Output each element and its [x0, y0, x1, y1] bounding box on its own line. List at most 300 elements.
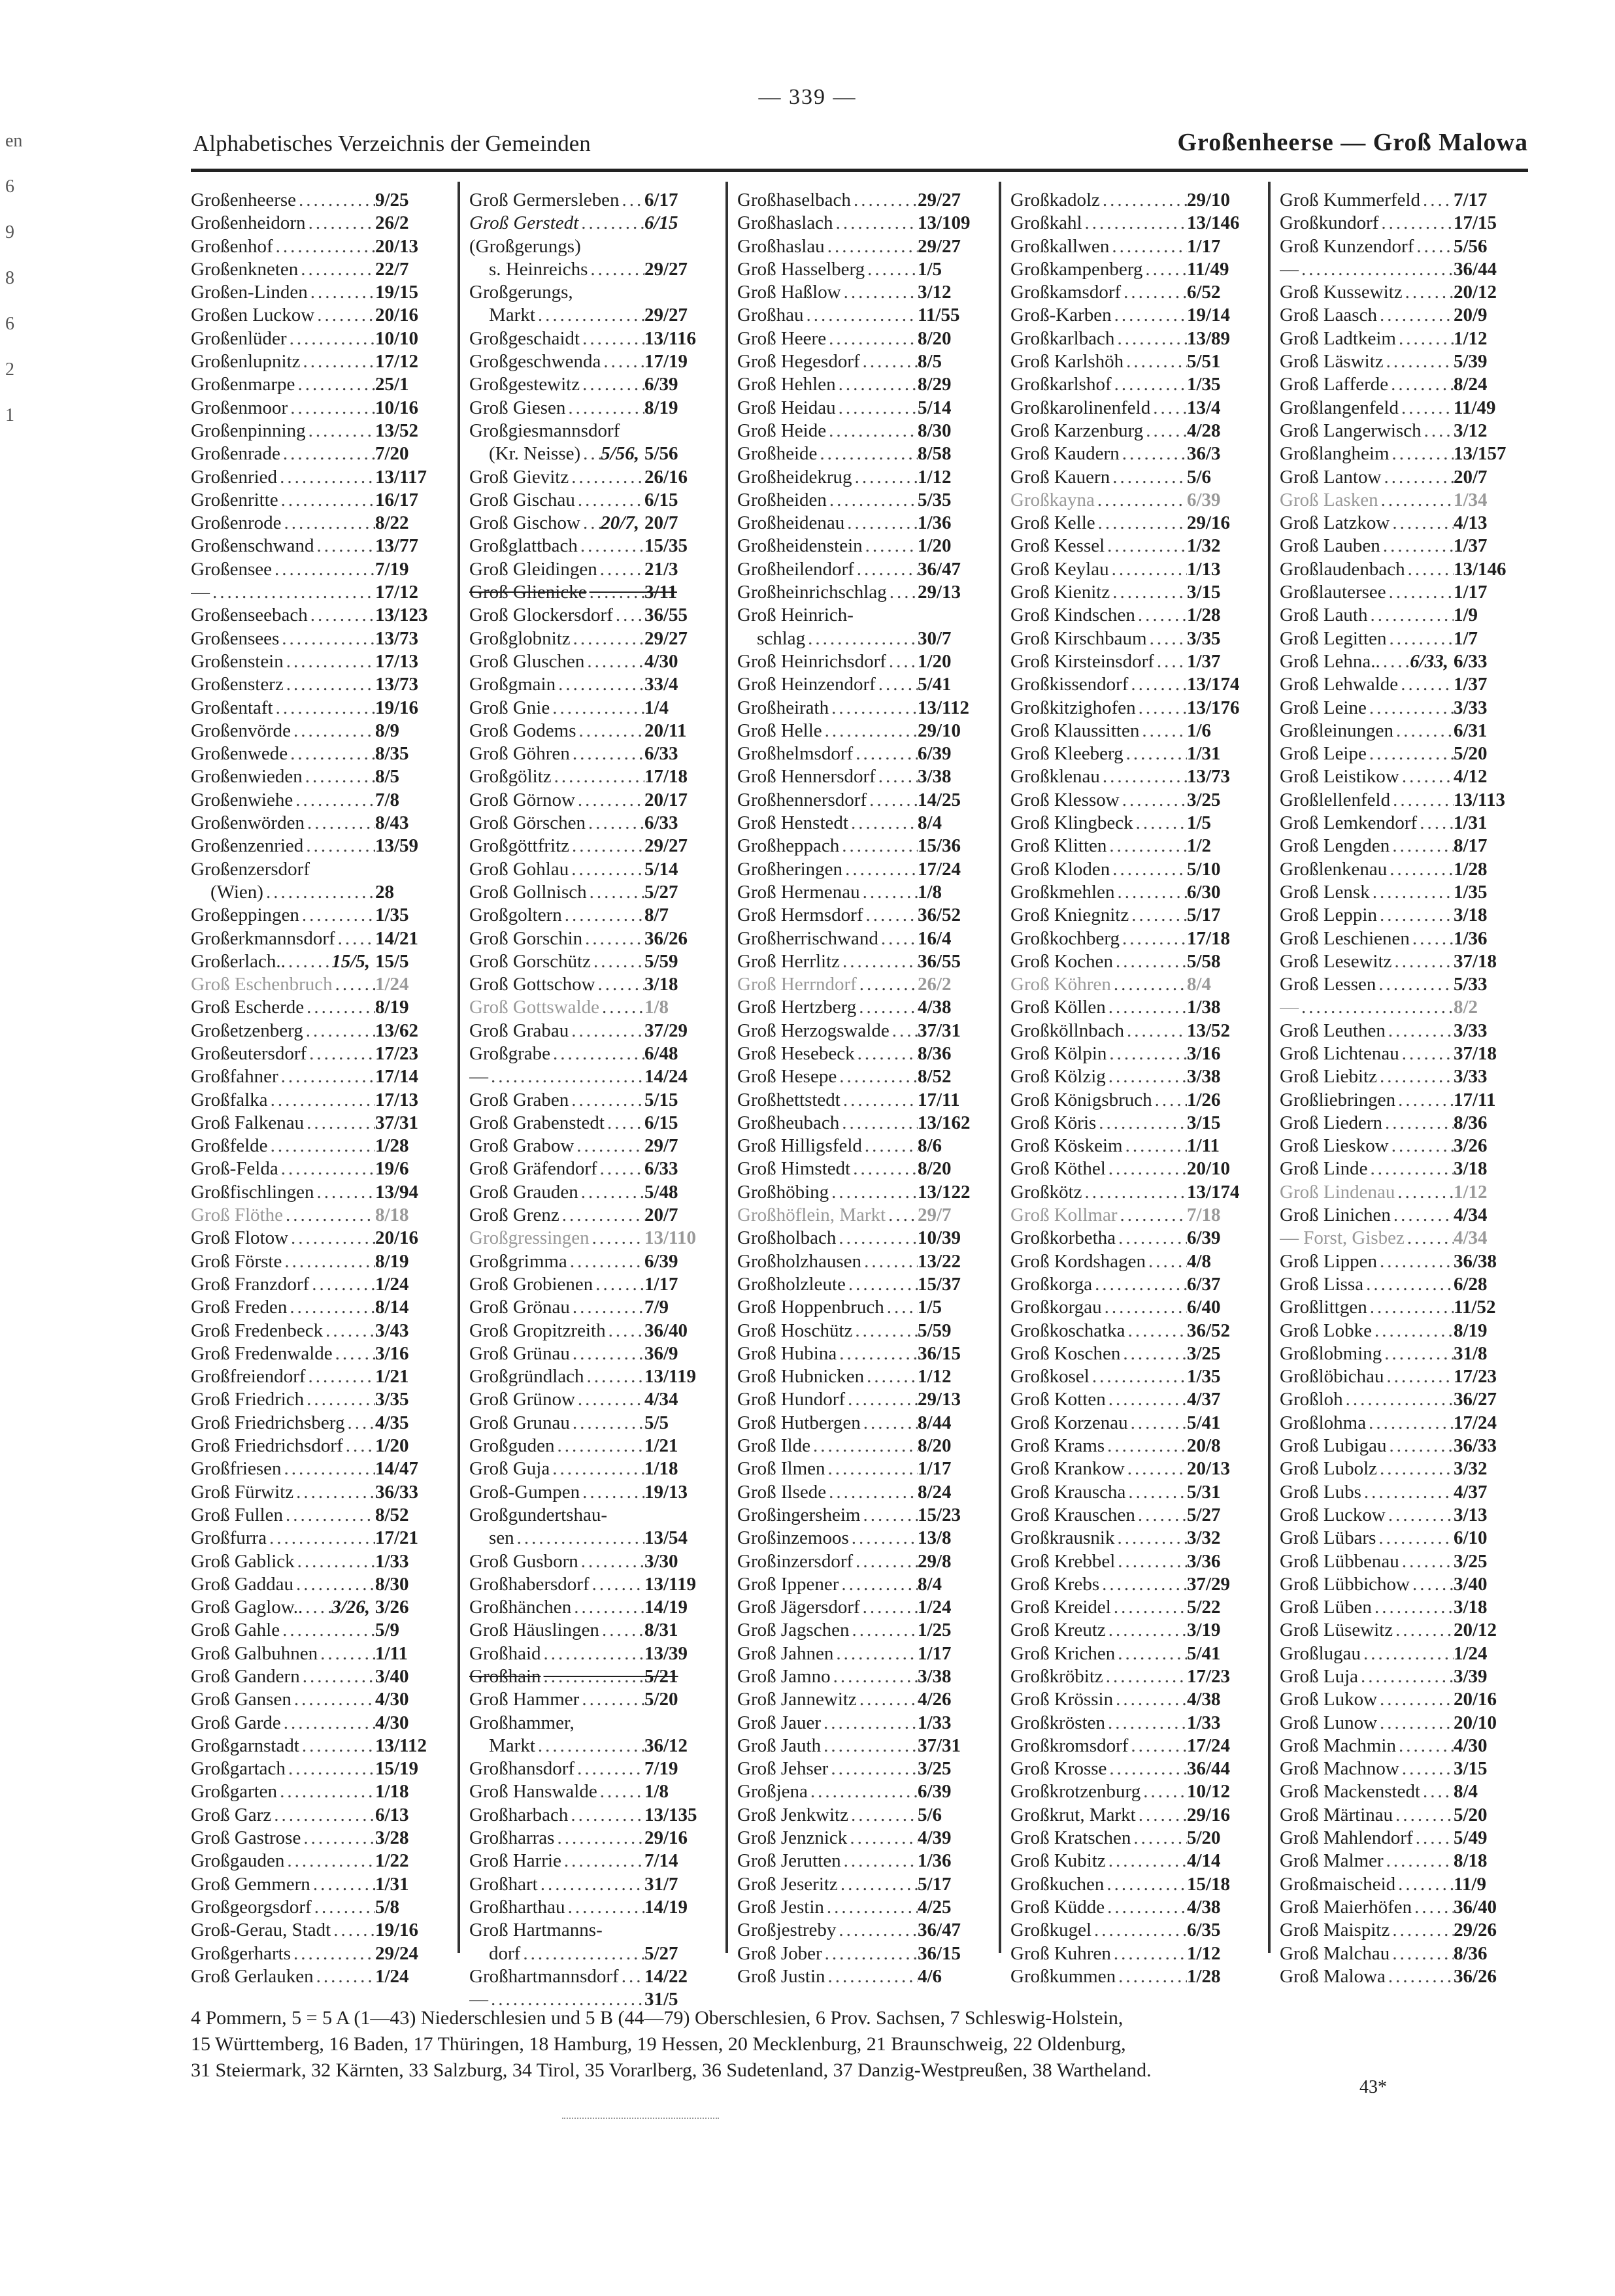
map-reference: 1/20	[918, 650, 952, 672]
index-entry	[1280, 236, 1527, 259]
dot-leader	[1082, 1182, 1187, 1203]
dot-leader	[1118, 1205, 1188, 1226]
dot-leader	[1107, 1043, 1187, 1065]
index-entry	[1010, 1781, 1260, 1804]
dot-leader	[333, 1343, 375, 1365]
map-reference: 13/119	[644, 1573, 696, 1595]
map-reference: 5/49	[1454, 1827, 1488, 1849]
map-reference: 8/5	[918, 351, 942, 373]
map-reference: 19/13	[644, 1481, 688, 1503]
dot-leader	[293, 790, 375, 811]
place-name: Großingersheim	[737, 1504, 861, 1525]
index-entry	[1280, 305, 1527, 327]
index-entry	[1280, 1227, 1527, 1250]
map-reference: 29/26	[1454, 1920, 1497, 1941]
index-entry	[1280, 928, 1527, 951]
dot-leader	[856, 997, 918, 1018]
index-entry	[1010, 490, 1260, 512]
index-entry	[737, 582, 991, 605]
map-reference: 8/36	[918, 1042, 952, 1064]
place-name: Groß Lüben	[1280, 1597, 1372, 1618]
place-name: Großheidenau	[737, 512, 845, 534]
dot-leader	[1393, 1620, 1454, 1641]
place-name: Groß Königsbruch	[1010, 1089, 1152, 1110]
dot-leader	[570, 1297, 644, 1318]
place-name: Groß Kunzendorf	[1280, 235, 1414, 257]
header-rule	[191, 169, 1528, 172]
map-reference: 29/10	[918, 720, 961, 741]
dot-leader	[1125, 1320, 1187, 1342]
place-name: Großenvörde	[191, 720, 291, 741]
map-reference: 3/35	[375, 1389, 409, 1410]
alternate-reference: 20/7,	[601, 512, 639, 534]
place-name: Groß Hundorf	[737, 1389, 846, 1410]
dot-leader	[837, 1343, 918, 1365]
index-entry	[469, 1827, 718, 1850]
place-name: Groß Kirsteinsdorf	[1010, 650, 1154, 672]
place-name: Großlellenfeld	[1280, 789, 1391, 810]
map-reference: 3/18	[1454, 1597, 1488, 1618]
dot-leader	[1386, 1020, 1454, 1042]
dot-leader	[1395, 1090, 1454, 1111]
dot-leader	[314, 1182, 375, 1203]
dot-leader	[619, 1966, 644, 1988]
dot-leader	[1363, 1274, 1454, 1295]
dot-leader	[1121, 282, 1187, 303]
index-entry	[191, 1366, 448, 1389]
index-entry	[737, 1435, 991, 1458]
index-entry	[191, 236, 448, 259]
index-entry	[469, 1805, 718, 1827]
map-reference: 13/109	[918, 212, 971, 234]
map-reference: 8/36	[1454, 1112, 1488, 1133]
place-name: Groß Gahle	[191, 1620, 280, 1641]
place-name: Großenried	[191, 466, 278, 488]
index-entry	[1280, 1666, 1527, 1689]
dot-leader	[1113, 951, 1187, 973]
place-name: Groß Gerstedt	[469, 212, 579, 234]
index-entry	[191, 1850, 448, 1873]
dot-leader	[1120, 443, 1187, 465]
map-reference: 1/8	[918, 881, 942, 903]
index-entry	[1010, 1182, 1260, 1205]
dot-leader	[839, 835, 918, 857]
place-name: Großkummen	[1010, 1965, 1116, 1987]
place-name: Groß Gemmern	[191, 1873, 310, 1895]
dot-leader	[210, 582, 375, 603]
map-reference: 5/17	[918, 1873, 952, 1895]
index-entry	[469, 259, 718, 282]
map-reference: 7/19	[644, 1758, 678, 1780]
map-reference: 8/19	[375, 997, 409, 1018]
dot-leader	[535, 305, 644, 326]
index-entry	[737, 1805, 991, 1827]
index-entry	[1280, 882, 1527, 905]
index-entry	[1280, 1874, 1527, 1897]
place-name: Groß Latzkow	[1280, 512, 1390, 534]
place-name: Groß Krauschen	[1010, 1504, 1135, 1525]
index-entry	[469, 605, 718, 627]
dot-leader	[1391, 1205, 1454, 1226]
index-entry	[469, 1343, 718, 1366]
index-entry	[737, 1389, 991, 1412]
index-entry	[1280, 1043, 1527, 1066]
index-entry	[1280, 1389, 1527, 1412]
map-reference: 6/13	[375, 1804, 409, 1825]
map-reference: 5/41	[918, 674, 952, 695]
map-reference: 4/14	[1187, 1850, 1221, 1872]
index-entry	[469, 1781, 718, 1804]
map-reference: 5/14	[644, 858, 678, 880]
place-name: Groß Grönau	[469, 1297, 570, 1318]
map-reference: 3/32	[1187, 1527, 1221, 1549]
dot-leader	[514, 1527, 644, 1549]
map-reference: 8/5	[375, 766, 400, 788]
place-name: Groß Malmer	[1280, 1850, 1384, 1872]
dot-leader	[1116, 1966, 1187, 1988]
map-reference: 1/35	[1454, 881, 1488, 903]
index-entry	[1280, 1805, 1527, 1827]
index-entry	[737, 282, 991, 305]
index-entry	[1280, 951, 1527, 974]
dot-leader	[1120, 790, 1187, 811]
index-entry	[1280, 535, 1527, 558]
map-reference: 1/5	[1187, 812, 1212, 834]
place-name: Großheringen	[737, 858, 843, 880]
place-name: Markt	[489, 1735, 535, 1756]
map-reference: 15/35	[644, 535, 688, 557]
index-entry	[191, 1320, 448, 1343]
index-entry	[1280, 1712, 1527, 1735]
dot-leader	[837, 1066, 918, 1088]
index-entry	[737, 1412, 991, 1435]
index-entry	[191, 282, 448, 305]
map-reference: 19/6	[375, 1158, 409, 1180]
map-reference: 20/8	[1187, 1435, 1221, 1457]
dot-leader	[1405, 1227, 1454, 1249]
place-name: Groß Hertzberg	[737, 997, 857, 1018]
index-entry	[1280, 1597, 1527, 1620]
place-name: Groß Friedrichsberg	[191, 1412, 345, 1433]
map-reference: 1/35	[375, 905, 409, 926]
dot-leader	[1131, 1827, 1187, 1849]
place-name: Groß Lauben	[1280, 535, 1380, 557]
footer-line: 15 Württemberg, 16 Baden, 17 Thüringen, 18 Hamburg, 19 Hessen, 20 Mecklenburg, 21 Braunschweig, 22 Oldenburg,	[191, 2033, 1126, 2055]
place-name: Groß Machnow	[1280, 1758, 1399, 1780]
map-reference: 17/24	[1454, 1412, 1497, 1433]
index-entry	[191, 1897, 448, 1920]
place-name: Groß Hasselberg	[737, 258, 865, 280]
place-name: Großkorgau	[1010, 1297, 1102, 1318]
map-reference: 5/27	[644, 1942, 678, 1964]
index-entry	[737, 1966, 991, 1989]
dot-leader	[554, 1827, 644, 1849]
place-name: Großhaselbach	[737, 190, 851, 210]
index-entry	[1010, 1320, 1260, 1343]
dot-leader	[575, 790, 644, 811]
map-reference: 6/52	[1187, 282, 1221, 303]
index-entry	[737, 1482, 991, 1505]
index-entry	[469, 882, 718, 905]
map-reference: 6/15	[644, 1112, 678, 1133]
dot-leader	[582, 928, 644, 950]
index-entry	[469, 420, 718, 443]
place-name: Großenmoor	[191, 397, 288, 418]
dot-leader	[1133, 812, 1187, 834]
map-reference: 3/25	[1187, 1342, 1221, 1364]
place-name: Groß Klingbeck	[1010, 812, 1133, 834]
index-entry	[1280, 743, 1527, 766]
index-entry	[469, 582, 718, 605]
index-entry	[191, 1689, 448, 1712]
map-reference: 4/34	[1454, 1205, 1488, 1226]
place-name: Groß Kummerfeld	[1280, 190, 1421, 210]
place-name: Groß-Gumpen	[469, 1481, 580, 1503]
index-entry	[191, 1758, 448, 1781]
place-name: Groß Gluschen	[469, 650, 585, 672]
map-reference: 1/24	[918, 1597, 952, 1618]
place-name: Groß Lichtenau	[1280, 1042, 1399, 1064]
map-reference: 29/8	[918, 1550, 952, 1572]
running-header-right: Großenheerse — Groß Malowa	[1177, 129, 1528, 156]
map-reference: 15/19	[375, 1758, 419, 1780]
place-name: Groß Kessel	[1010, 535, 1105, 557]
place-name: Großhammer,	[469, 1712, 574, 1733]
map-reference: 13/89	[1187, 327, 1231, 349]
dot-leader	[280, 1620, 375, 1641]
place-name: Groß Eschenbruch	[191, 974, 333, 995]
map-reference: 8/4	[918, 1573, 942, 1595]
footer-line: 31 Steiermark, 32 Kärnten, 33 Salzburg, 34 Tirol, 35 Vorarlberg, 36 Sudetenland, 37 Danzig-Westpreußen, 38 Wartheland.	[191, 2059, 1152, 2081]
place-name: Groß Jenznick	[737, 1827, 848, 1849]
place-name: Groß Langerwisch	[1280, 420, 1422, 441]
place-name: Groß Jestin	[737, 1896, 824, 1918]
dot-leader	[863, 905, 918, 926]
place-name: Großlangheim	[1280, 443, 1390, 465]
index-entry	[737, 882, 991, 905]
map-reference: 13/176	[1187, 697, 1240, 718]
dot-leader	[569, 1020, 644, 1042]
map-reference: 20/12	[1454, 1620, 1497, 1641]
place-name: Groß Heinrich-	[737, 605, 854, 626]
dot-leader	[574, 1758, 644, 1780]
map-reference: 5/17	[1187, 905, 1221, 926]
place-name: Groß Lukow	[1280, 1689, 1378, 1710]
map-reference: 3/40	[375, 1666, 409, 1687]
dot-leader	[578, 1182, 644, 1203]
map-reference: 31/5	[644, 1989, 678, 2010]
place-name: Großenpinning	[191, 420, 306, 441]
dot-leader	[1377, 905, 1454, 926]
dot-leader	[1110, 859, 1187, 880]
map-reference: 1/5	[918, 1297, 942, 1318]
dot-leader	[878, 928, 918, 950]
map-reference: 1/33	[1187, 1712, 1221, 1733]
map-reference: 5/56	[1454, 235, 1488, 257]
place-name: Groß Leipe	[1280, 743, 1367, 765]
map-reference: 5/20	[1454, 743, 1488, 765]
index-entry	[469, 1205, 718, 1227]
map-reference: 13/52	[1187, 1020, 1231, 1041]
place-name: Großlugau	[1280, 1642, 1361, 1664]
map-reference: 17/13	[375, 650, 419, 672]
index-entry	[469, 351, 718, 374]
dot-leader	[335, 928, 375, 950]
dot-leader	[1107, 1758, 1187, 1780]
place-name: Groß Jamno	[737, 1666, 831, 1687]
place-name: Groß Grabau	[469, 1020, 569, 1041]
place-name: Großenrade	[191, 443, 280, 465]
dot-leader	[829, 697, 918, 719]
dot-leader	[1109, 236, 1187, 258]
dot-leader	[580, 443, 601, 465]
index-entry	[191, 905, 448, 927]
dot-leader	[838, 1874, 918, 1895]
place-name: Groß Köthel	[1010, 1158, 1106, 1180]
map-reference: 13/110	[644, 1227, 696, 1249]
place-name: Großkochberg	[1010, 927, 1120, 949]
map-reference: 8/22	[375, 512, 409, 534]
place-name: Groß Hoschütz	[737, 1320, 853, 1341]
dot-leader	[833, 212, 918, 234]
dot-leader	[1384, 1850, 1454, 1872]
dot-leader	[1115, 1643, 1187, 1665]
map-reference: 17/24	[1187, 1735, 1231, 1756]
index-entry	[737, 236, 991, 259]
dot-leader	[1120, 1343, 1187, 1365]
index-entry	[469, 512, 718, 535]
map-reference: 29/10	[1187, 190, 1231, 210]
index-entry	[737, 790, 991, 812]
place-name: Groß Karzenburg	[1010, 420, 1144, 441]
gazetteer-columns	[191, 182, 1531, 2010]
place-name: Großkoschatka	[1010, 1320, 1125, 1341]
map-reference: 1/28	[375, 1135, 409, 1157]
map-reference: 1/13	[1187, 558, 1221, 580]
index-entry	[469, 835, 718, 858]
index-entry	[469, 1020, 718, 1043]
map-reference: 1/36	[918, 512, 952, 534]
dot-leader	[828, 1758, 918, 1780]
index-entry	[1010, 1066, 1260, 1089]
index-entry	[737, 1182, 991, 1205]
dot-leader	[1106, 1850, 1187, 1872]
map-reference: 13/54	[644, 1527, 688, 1549]
place-name: Großlaudenbach	[1280, 558, 1405, 580]
place-name: Groß Germersleben	[469, 190, 620, 210]
index-entry	[1010, 1758, 1260, 1781]
map-reference: 4/38	[1187, 1689, 1221, 1710]
index-entry	[737, 766, 991, 789]
map-reference: 1/26	[1187, 1089, 1221, 1110]
map-reference: 31/8	[1454, 1342, 1488, 1364]
dot-leader	[1125, 1458, 1187, 1480]
index-entry	[191, 1112, 448, 1135]
index-entry	[737, 212, 991, 235]
place-name: Groß Lemkendorf	[1280, 812, 1418, 834]
index-entry	[1280, 443, 1527, 466]
index-entry	[737, 1274, 991, 1297]
map-reference: 36/52	[1187, 1320, 1231, 1341]
place-name: Großhöbing	[737, 1181, 829, 1203]
index-entry	[469, 651, 718, 674]
dot-leader	[822, 1943, 918, 1965]
place-name: (Großgerungs)	[469, 235, 581, 257]
place-name: Großharbach	[469, 1804, 569, 1825]
place-name: Großguden	[469, 1435, 555, 1457]
place-name: Groß Gerlauken	[191, 1965, 314, 1987]
index-entry	[191, 1735, 448, 1758]
dot-leader	[574, 1135, 644, 1157]
index-entry	[1280, 1343, 1527, 1366]
dot-leader	[876, 674, 918, 695]
dot-leader	[606, 1320, 644, 1342]
map-reference: 1/34	[1454, 489, 1488, 510]
place-name: Groß Franzdorf	[191, 1273, 310, 1295]
map-reference: 6/39	[1187, 1227, 1221, 1249]
place-name: Groß Märtinau	[1280, 1804, 1393, 1825]
place-name: Großerkmannsdorf	[191, 927, 335, 949]
index-entry	[191, 1527, 448, 1550]
dot-leader	[277, 1781, 375, 1803]
dot-leader	[538, 1874, 644, 1895]
map-reference: 8/35	[375, 743, 409, 765]
place-name: Groß Görschen	[469, 812, 586, 834]
place-name: Groß Krosse	[1010, 1758, 1107, 1780]
place-name: Großkarlbach	[1010, 327, 1115, 349]
index-entry	[1280, 374, 1527, 397]
dot-leader	[1395, 1874, 1454, 1895]
place-name: Großenrode	[191, 512, 282, 534]
map-reference: 1/12	[918, 1366, 952, 1388]
dot-leader	[295, 374, 375, 395]
index-entry	[737, 351, 991, 374]
index-entry	[1280, 397, 1527, 420]
index-entry	[191, 1827, 448, 1850]
dot-leader	[1112, 374, 1187, 395]
place-name: Groß Ladtkeim	[1280, 327, 1396, 349]
index-entry	[191, 1551, 448, 1574]
dot-leader	[822, 720, 918, 742]
index-entry	[1010, 1274, 1260, 1297]
dot-leader	[282, 512, 375, 534]
dot-leader	[1123, 1135, 1187, 1157]
map-reference: 5/10	[1187, 858, 1221, 880]
map-reference: 1/11	[375, 1642, 408, 1664]
map-reference: 11/9	[1454, 1873, 1486, 1895]
index-entry	[737, 1366, 991, 1389]
map-reference: 13/135	[644, 1804, 697, 1825]
index-entry	[737, 1505, 991, 1527]
index-entry	[469, 443, 718, 466]
dot-leader	[1422, 420, 1454, 442]
dot-leader	[520, 1943, 644, 1965]
map-reference: 20/7	[1454, 466, 1488, 488]
dot-leader	[281, 1712, 375, 1734]
place-name: Groß Lasken	[1280, 489, 1378, 510]
map-reference: 11/52	[1454, 1297, 1496, 1318]
place-name: Groß Hammer	[469, 1689, 580, 1710]
dot-leader	[850, 1158, 918, 1180]
dot-leader	[569, 859, 644, 880]
map-reference: 4/30	[375, 1689, 409, 1710]
dot-leader	[278, 1066, 375, 1088]
index-entry	[469, 1920, 718, 1942]
index-entry	[1280, 559, 1527, 582]
dot-leader	[1390, 1920, 1454, 1941]
dot-leader	[488, 1066, 644, 1088]
dot-leader	[554, 1435, 644, 1457]
